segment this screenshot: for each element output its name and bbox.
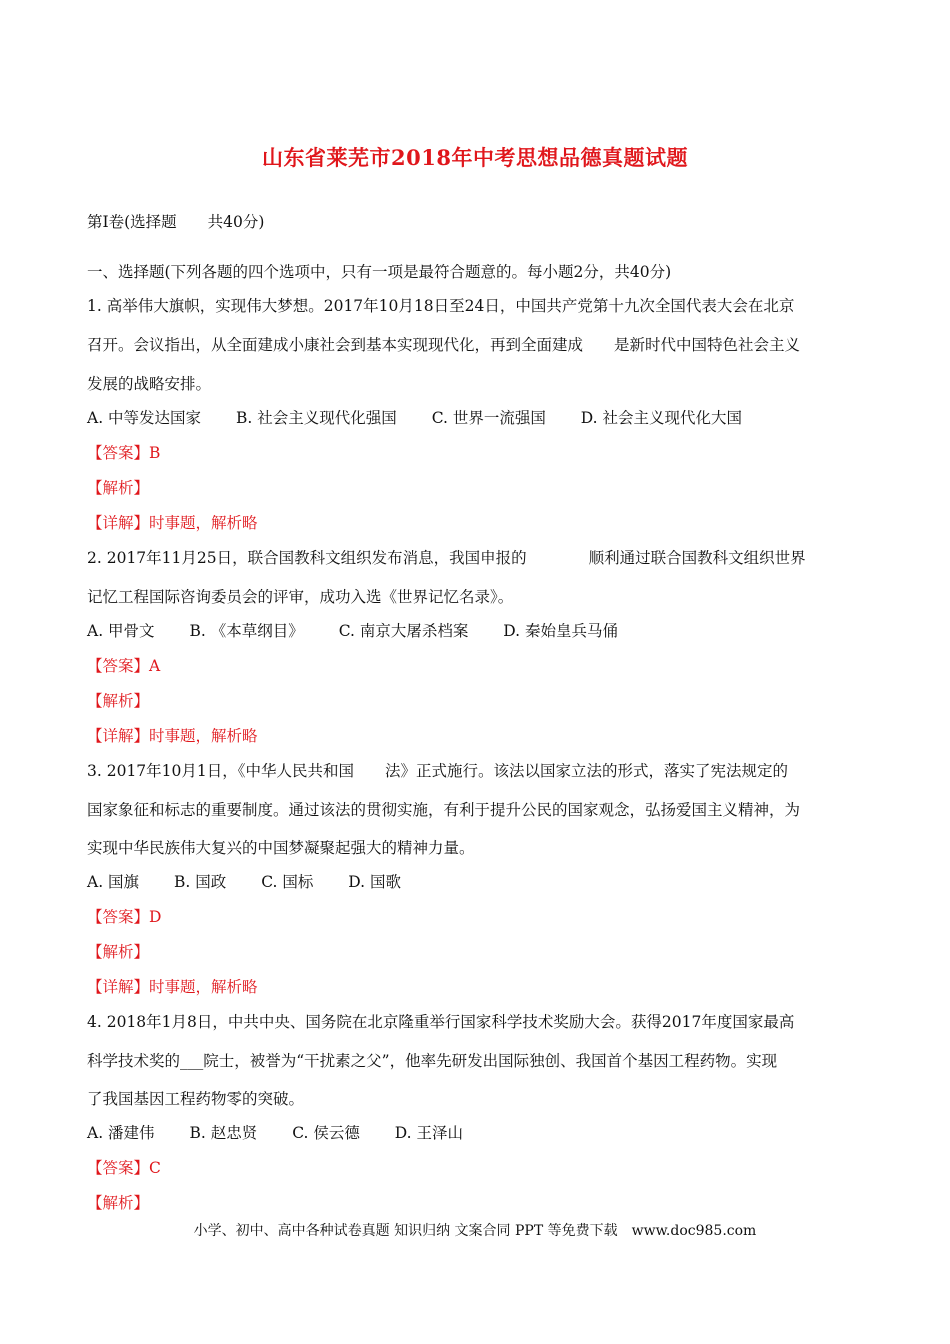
question-3-line-1: 3. 2017年10月1日，《中华人民共和国 法》正式施行。该法以国家立法的形式，落实了宪法规定的 [87,762,788,780]
question-4-line-2: 科学技术奖的___院士，被誉为“干扰素之父”，他率先研发出国际独创、我国首个基因工程药物。实现 [87,1052,778,1070]
option-a: A. 甲骨文 [87,622,155,640]
question-3-detail: 【详解】时事题，解析略 [87,978,258,996]
option-c: C. 国标 [261,873,314,891]
question-2-line-1: 2. 2017年11月25日，联合国教科文组织发布消息，我国申报的 顺利通过联合国教科文组织世界 [87,549,806,567]
question-3-line-3: 实现中华民族伟大复兴的中国梦凝聚起强大的精神力量。 [87,839,475,857]
question-2-detail: 【详解】时事题，解析略 [87,727,258,745]
question-3-options [87,870,877,894]
question-4-line-1: 4. 2018年1月8日，中共中央、国务院在北京隆重举行国家科学技术奖励大会。获得2017年度国家最高 [87,1013,795,1031]
option-d: D. 社会主义现代化大国 [580,409,743,427]
question-2-analysis: 【解析】 [87,692,150,710]
option-a: A. 国旗 [87,873,140,891]
question-2-answer: 【答案】A [87,657,161,675]
question-3-analysis: 【解析】 [87,943,150,961]
question-4-line-3: 了我国基因工程药物零的突破。 [87,1090,305,1108]
option-b: B. 国政 [174,873,227,891]
option-a: A. 潘建伟 [87,1124,155,1142]
question-1-detail: 【详解】时事题，解析略 [87,514,258,532]
question-1-line-3: 发展的战略安排。 [87,375,212,393]
option-d: D. 国歌 [348,873,402,891]
option-d: D. 王泽山 [394,1124,464,1142]
instructions: 一、选择题(下列各题的四个选项中，只有一项是最符合题意的。每小题2分，共40分) [87,263,672,281]
question-1-options [87,406,877,430]
page-footer: 小学、初中、高中各种试卷真题 知识归纳 文案合同 PPT 等免费下载 www.doc985.com [193,1223,757,1239]
question-1-analysis: 【解析】 [87,479,150,497]
option-b: B. 赵忠贤 [189,1124,258,1142]
question-2-line-2: 记忆工程国际咨询委员会的评审，成功入选《世界记忆名录》。 [87,588,514,606]
option-c: C. 世界一流强国 [431,409,546,427]
question-3-answer: 【答案】D [87,908,162,926]
question-4-analysis: 【解析】 [87,1194,150,1212]
question-1-line-2: 召开。会议指出，从全面建成小康社会到基本实现现代化，再到全面建成 是新时代中国特色社会主义 [87,336,801,354]
question-3-line-2: 国家象征和标志的重要制度。通过该法的贯彻实施，有利于提升公民的国家观念，弘扬爱国主义精神，为 [87,801,801,819]
section-header: 第Ⅰ卷(选择题 共40分) [87,213,265,231]
option-a: A. 中等发达国家 [87,409,202,427]
question-1-answer: 【答案】B [87,444,161,462]
option-c: C. 侯云德 [292,1124,360,1142]
question-4-answer: 【答案】C [87,1159,161,1177]
page-title: 山东省莱芜市2018年中考思想品德真题试题 [262,145,688,170]
option-b: B. 《本草纲目》 [189,622,304,640]
option-d: D. 秦始皇兵马俑 [503,622,619,640]
question-4-options [87,1121,877,1145]
option-c: C. 南京大屠杀档案 [338,622,469,640]
question-2-options [87,619,877,643]
option-b: B. 社会主义现代化强国 [236,409,397,427]
question-1-line-1: 1. 高举伟大旗帜，实现伟大梦想。2017年10月18日至24日，中国共产党第十九次全国代表大会在北京 [87,297,795,315]
